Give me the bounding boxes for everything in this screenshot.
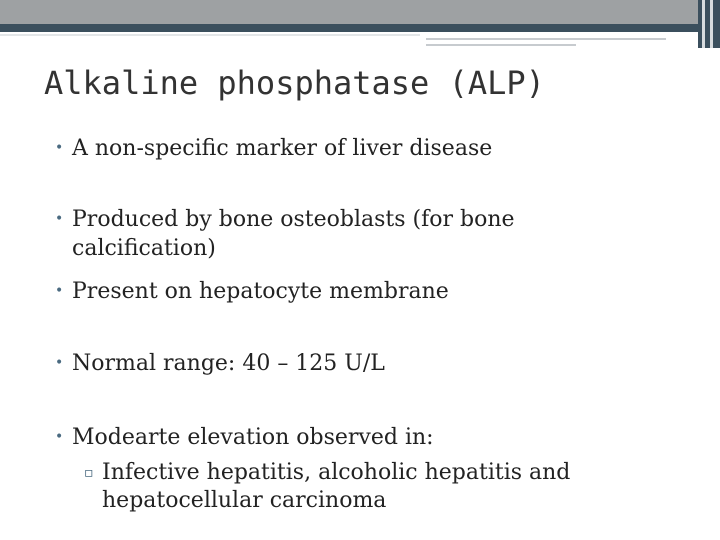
bullet-text: Modearte elevation observed in: bbox=[72, 425, 434, 450]
header-divider bbox=[0, 34, 420, 36]
bullet-item bbox=[55, 277, 675, 306]
bullet-marker: • bbox=[55, 429, 64, 445]
sub-bullet-marker: ▫ bbox=[84, 465, 94, 481]
sub-bullet-text: Infective hepatitis, alcoholic hepatitis and hepatocellular carcinoma bbox=[102, 460, 571, 513]
header-divider bbox=[426, 38, 666, 40]
sub-bullet-item bbox=[84, 459, 604, 515]
bullet-item bbox=[55, 349, 675, 378]
header-bar-light bbox=[0, 0, 720, 24]
header-bar-dark bbox=[0, 24, 698, 32]
bullet-marker: • bbox=[55, 211, 64, 227]
bullet-item bbox=[55, 423, 675, 452]
bullet-marker: • bbox=[55, 140, 64, 156]
header-corner-block bbox=[698, 0, 720, 48]
corner-stripe bbox=[702, 0, 705, 48]
corner-stripe bbox=[710, 0, 713, 48]
header-divider bbox=[426, 44, 576, 46]
bullet-text: Normal range: 40 – 125 U/L bbox=[72, 351, 385, 376]
bullet-item bbox=[55, 134, 675, 163]
bullet-marker: • bbox=[55, 283, 64, 299]
bullet-marker: • bbox=[55, 355, 64, 371]
bullet-text: A non-specific marker of liver disease bbox=[72, 136, 493, 161]
bullet-item bbox=[55, 205, 580, 263]
bullet-text: Produced by bone osteoblasts (for bone calcification) bbox=[72, 207, 515, 261]
slide-title: Alkaline phosphatase (ALP) bbox=[44, 64, 545, 102]
bullet-text: Present on hepatocyte membrane bbox=[72, 279, 449, 304]
